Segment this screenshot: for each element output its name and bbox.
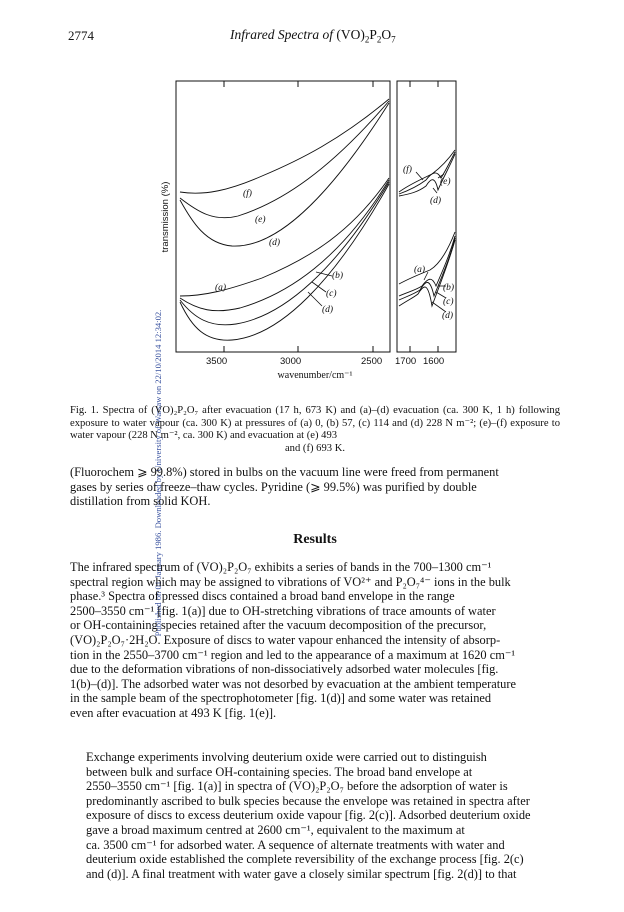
label-left-d: (d) [269,238,281,248]
label-right-d: (d) [430,196,442,206]
text-line: (Fluorochem ⩾ 99.8%) stored in bulbs on the vacuum line were freed from permanent [70,465,499,479]
bottom-ticks [224,346,438,352]
text-line: in the sample beam of the spectrophotometer [fig. 1(d)] and some water was retained [70,691,492,706]
figure-caption [70,405,560,455]
curve-left-a [180,178,389,296]
y-axis-label: transmission (%) [160,181,171,253]
text-line: (VO)₂P₂O₇·2H₂O. Exposure of discs to water vapour enhanced the intensity of absorp- [70,632,501,647]
caption-line: 1 h) following exposure to water vapour (ca. 300 K) at pressures of (a) 0, (b) 57, (c) 114 and (d) [70,405,560,429]
text-line: between bulk and surface OH-containing species. The broad band envelope at [86,764,473,779]
label-right-b: (b) [443,283,455,293]
text-line: and (d)]. A final treatment with water gave a closely similar spectrum [fig. 2(d)] to that [86,866,517,881]
tick-label-2500: 2500 [361,356,383,367]
text-line: even after evacuation at 493 K [fig. 1(e)]. [70,705,277,720]
label-right-f: (f) [403,165,412,175]
text-line: 2500–3550 cm⁻¹ [fig. 1(a)] due to OH-stretching vibrations of trace amounts of water [70,603,496,618]
top-ticks [224,81,438,87]
label-left-b: (b) [332,271,344,281]
label-right-e: (e) [440,177,451,187]
x-axis-label: wavenumber/cm⁻¹ [277,370,353,381]
paragraph-results-2 [70,750,560,881]
tick-label-3000: 3000 [280,356,302,367]
label-right-d-lower: (d) [442,311,454,321]
label-left-f: (f) [243,189,252,199]
curve-left-b [180,180,389,311]
curve-left-e [180,101,389,218]
tick-label-1600: 1600 [423,356,445,367]
figure-1 [0,0,624,400]
text-line: gases by series of freeze–thaw cycles. Pyridine (⩾ 99.5%) was purified by double [70,479,477,494]
section-heading: Results [293,532,337,547]
text-line: due to the deformation vibrations of non-dissociatively adsorbed water molecules [fig. [70,662,499,677]
text-line: spectral region which may be assigned to vibrations of VO²⁺ and P₂O₇⁴⁻ ions in the bulk [70,574,511,589]
text-line: phase.³ Spectra of pressed discs contained a broad band envelope in the range [70,589,455,604]
text-line: or OH-containing species retained after the vacuum decomposition of the precursor, [70,618,487,633]
label-left-e: (e) [255,215,266,225]
text-line: exposure of discs to excess deuterium oxide vapour [fig. 2(c)]. Adsorbed deuterium oxide [86,808,531,823]
text-line: 1(b)–(d)]. The adsorbed water was not desorbed by evacuation at the ambient temperature [70,676,517,691]
curve-right-a [399,232,455,284]
paragraph-results-1 [70,560,560,721]
text-line: predominantly ascribed to bulk species because the envelope was retained in spectra after [86,793,530,808]
label-right-a: (a) [414,265,426,275]
page-number: 2774 [68,28,94,43]
text-line: gave a broad maximum centred at 2600 cm⁻¹, equivalent to the maximum at [86,822,465,837]
download-notice: Published on 01 January 1986. Downloaded by University of Warsaw on 22/10/2014 12:34:02. [153,309,163,637]
label-right-c: (c) [443,297,454,307]
curve-left-d2 [180,184,389,340]
caption-line: Fig. 1. Spectra of (VO)₂P₂O₇ after evacuation (17 h, 673 K) and (a)–(d) evacuation (ca. 300 K, [70,405,493,416]
caption-line: 228 N m⁻²; (e)–(f) exposure to water vapour (228 N m⁻², ca. 300 K) and evacuation at (e) 493 [70,417,560,442]
text-line: 2550–3550 cm⁻¹ [fig. 1(a)] in spectra of (VO)₂P₂O₇ before the adsorption of water is [86,779,508,794]
label-left-d-lower: (d) [322,305,334,315]
text-line: Exchange experiments involving deuterium oxide were carried out to distinguish [86,750,487,764]
tick-label-3500: 3500 [206,356,228,367]
label-left-a: (a) [215,283,227,293]
label-left-c: (c) [326,289,337,299]
text-line: tion in the 2550–3700 cm⁻¹ region and led to the appearance of a maximum at 1620 cm⁻¹ [70,647,516,662]
curve-left-c [180,182,389,325]
tick-label-1700: 1700 [395,356,417,367]
caption-line: and (f) 693 K. [284,442,345,454]
running-title: Infrared Spectra of $(VO)_2P_2O_7$ [230,27,396,45]
text-line: distillation from solid KOH. [70,494,211,509]
curve-left-f [180,99,389,193]
text-line: The infrared spectrum of (VO)₂P₂O₇ exhibits a series of bands in the 700–1300 cm⁻¹ [70,560,492,574]
paragraph-materials [70,465,560,509]
text-line: ca. 3500 cm⁻¹ for adsorbed water. A sequence of alternate treatments with water and [86,837,505,852]
text-line: deuterium oxide established the complete reversibility of the exchange process [fig. 2(c) [86,852,524,867]
